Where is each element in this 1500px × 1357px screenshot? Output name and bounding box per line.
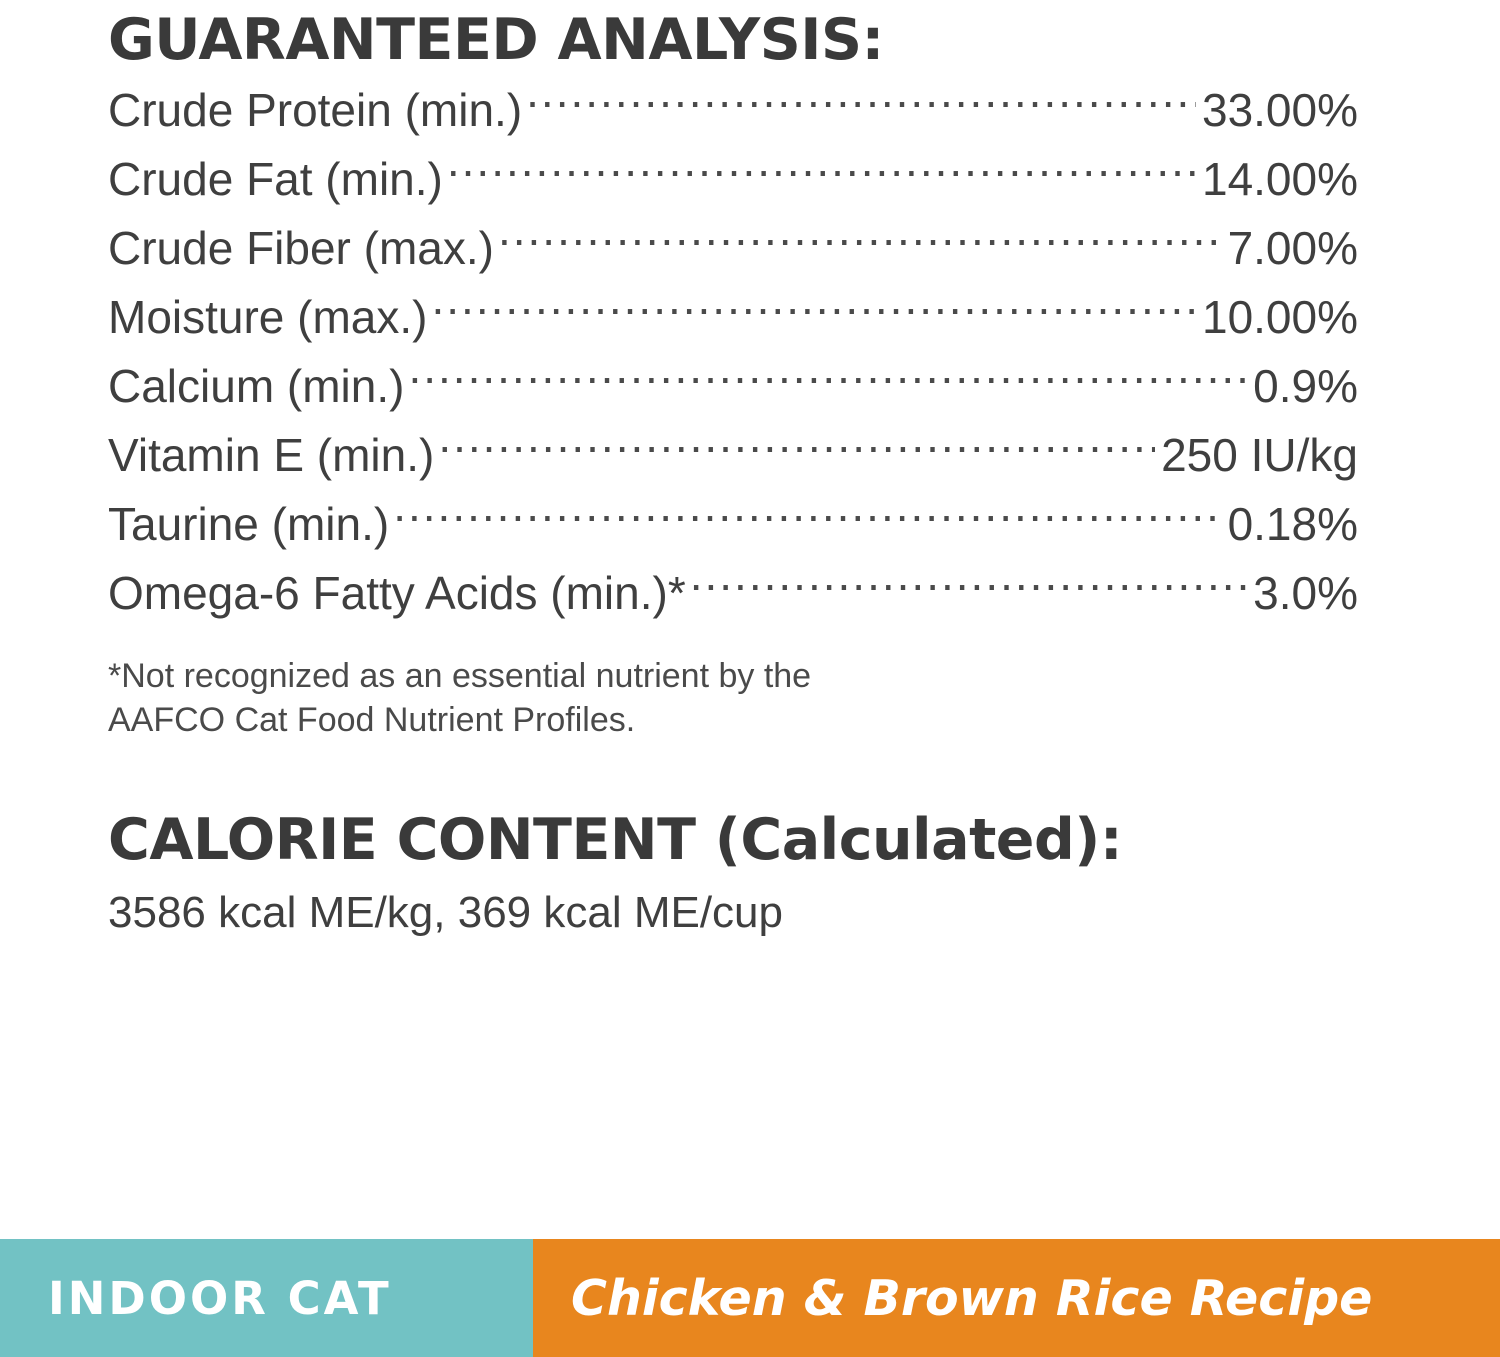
leader-dots: [498, 218, 1222, 264]
nutrient-value: 7.00%: [1227, 222, 1358, 274]
footer-left-panel: [0, 1239, 533, 1357]
nutrient-label: Taurine (min.): [108, 498, 390, 550]
nutrient-value: 0.18%: [1227, 498, 1358, 550]
leader-dots: [690, 563, 1247, 609]
list-item: [108, 214, 1358, 283]
leader-dots: [408, 356, 1247, 402]
list-item: [108, 76, 1358, 145]
nutrient-label: Calcium (min.): [108, 360, 405, 412]
nutrient-label: Vitamin E (min.): [108, 429, 435, 481]
leader-dots: [438, 425, 1155, 471]
guaranteed-analysis-list: [108, 76, 1358, 628]
leader-dots: [393, 494, 1221, 540]
footnote-line-2: AAFCO Cat Food Nutrient Profiles.: [108, 701, 636, 739]
recipe-name-label: Chicken & Brown Rice Recipe: [571, 1269, 1373, 1327]
list-item: [108, 559, 1358, 628]
guaranteed-analysis-title: GUARANTEED ANALYSIS:: [108, 7, 884, 73]
nutrient-label: Crude Protein (min.): [108, 84, 523, 136]
leader-dots: [526, 80, 1196, 126]
footer-right-panel: [533, 1239, 1500, 1357]
leader-dots: [447, 149, 1196, 195]
calorie-content-value: 3586 kcal ME/kg, 369 kcal ME/cup: [108, 888, 783, 937]
footnote: [108, 654, 1358, 742]
calorie-content-title: CALORIE CONTENT (Calculated):: [108, 807, 1123, 873]
product-line-label: INDOOR CAT: [48, 1271, 392, 1325]
nutrient-value: 33.00%: [1201, 84, 1358, 136]
footer-banner: [0, 1239, 1500, 1357]
list-item: [108, 421, 1358, 490]
list-item: [108, 145, 1358, 214]
nutrient-value: 3.0%: [1253, 567, 1358, 619]
list-item: [108, 490, 1358, 559]
nutrient-label: Omega-6 Fatty Acids (min.)*: [108, 567, 686, 619]
nutrient-value: 250 IU/kg: [1161, 429, 1358, 481]
nutrient-value: 10.00%: [1201, 291, 1358, 343]
list-item: [108, 283, 1358, 352]
nutrient-label: Moisture (max.): [108, 291, 428, 343]
footnote-line-1: *Not recognized as an essential nutrient by the: [108, 657, 812, 695]
nutrient-label: Crude Fiber (max.): [108, 222, 494, 274]
label-content: [108, 0, 1358, 942]
list-item: [108, 352, 1358, 421]
nutrient-value: 0.9%: [1253, 360, 1358, 412]
nutrient-label: Crude Fat (min.): [108, 153, 443, 205]
leader-dots: [431, 287, 1196, 333]
nutrient-value: 14.00%: [1201, 153, 1358, 205]
